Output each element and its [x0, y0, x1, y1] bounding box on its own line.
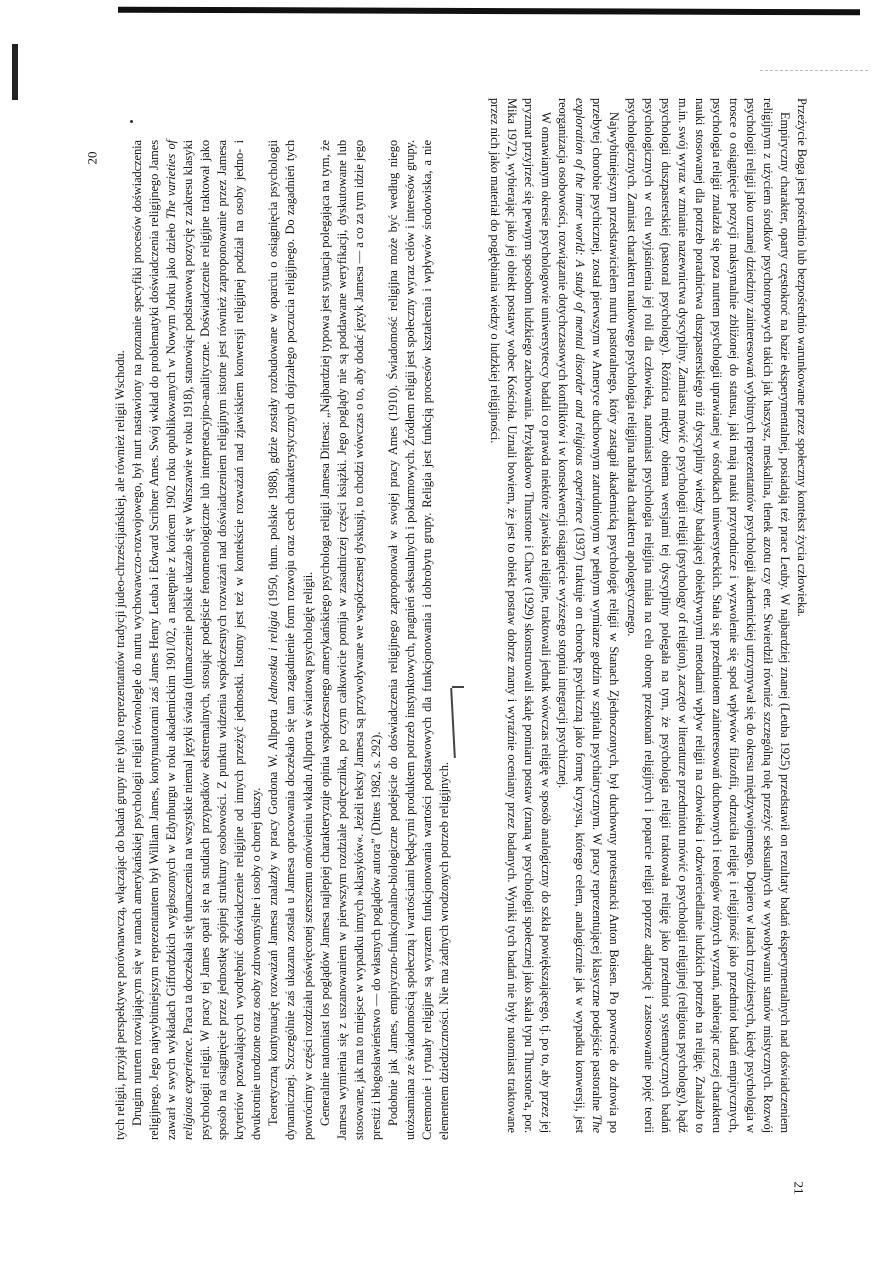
text-run: tych religii, przyjął perspektywę porównawczą, włączając do badań grupy nie tylko reprezentantów tradycji judeo-chrześcijańskiej, ale również religii Wschodu. [113, 350, 127, 1140]
paragraph [317, 140, 385, 1140]
paragraph [554, 98, 622, 1133]
text-run: Drugim nurtem rozwijającym się w ramach amerykańskiej psychologii religii równolegle do nurtu wychowawczo-rozwojowego, był nurt nastawiony na poznanie specyfiki procesów doświadczenia religijnego. Jego najwybitniejszym reprezentantem był William James, kontynuatorami zaś James Henry Leuba i Edward Scribner Ames. Swój wkład do problematyki doświadczenia religijnego James zawarł w swych wykładach Giffordzkich wygłoszonych w Edynburgu w roku akademickim 1901/02, a następnie z końcem 1902 roku opublikowanych w Nowym Jorku jako dzieło [130, 140, 179, 1140]
paragraph [129, 140, 265, 1140]
paragraph [486, 98, 554, 1133]
right-page-text [450, 98, 810, 1133]
italic-title: Jednostka i religia [266, 610, 281, 705]
italic-title: The exploration of the inner world: A study of mental disorder and religious experience [573, 98, 605, 1133]
text-run: . Praca ta doczekała się tłumaczenia na wszystkie niemal języki świata (tłumaczenie polskie ukazało się w Warszawie w roku 1918), stanowiąc podstawową pozycję z zakresu klasyki psychologii religii. W pracy tej James oparł się na studiach przypadków ekstremalnych, stosując podejście fenomenologiczne lub interpretacyjno-analityczne. Doświadczenie religijne traktował jako sposób na osiągnięcie przez jednostkę spójnej struktury osobowości. Z punktu widzenia współczesnych rozważań nad doświadczeniem religijnym istotne jest również zaproponowanie przez Jamesa kryteriów pozwalających wyodrębnić doświadczenie religijne od innych przeżyć jednostki. Istotny jest też w kontekście rozważań nad zjawiskiem konwersji religijnej podział na osoby jedno- i dwukrotnie urodzone oraz osoby zdrowomyślne i osoby o chorej duszy. [181, 140, 264, 1140]
text-run: Przeżycie Boga jest pośrednio lub bezpośrednio warunkowane przez społeczny kontekst życia człowieka. [795, 98, 809, 617]
text-run: Podobnie jak James, empiryczno-funkcjonalno-biologiczne podejście do doświadczenia religijnego zaproponował w swojej pracy Ames (1910). Świadomość religijna może być według niego utożsamiana ze świadomością społeczną i wartościami będącymi produktem potrzeb instynktowych, pragnień seksualnych i pokarmowych. Źródłem religii jest społeczny wyraz celów i interesów grupy. Ceremonie i rytuały religijne są wyrazem funkcjonowania wartości podstawowych dla funkcjonowania i dobrobytu grupy. Religia jest funkcją procesów kształcenia i wpływów środowiska, a nie elementem dziedziczności. Nie ma żadnych wrodzonych potrzeb religijnych. [385, 140, 451, 1140]
scan-edge-top [118, 7, 860, 16]
scan-edge-left [12, 44, 18, 100]
page-number-left: 20 [84, 151, 100, 165]
text-run: (1950, tłum. polskie 1988), gdzie zostały rozbudowane w oparciu o osiągnięcia psychologii dynamicznej. Szczególnie zaś ukazana została u Jamesa opracowania doczekało się tam zagadnienie form rozwoju oraz cech charakterystycznych dojrzałego poczucia religijnego. Do zagadnień tych powrócimy w części rozdziału poświęconej szerszemu omówieniu wkładu Allporta w światową psychologię religii. [266, 140, 315, 1140]
text-run: Teoretyczną kontynuację rozważań Jamesa znalazły w pracy Gordona W. Allporta [266, 704, 281, 1126]
text-run: (1937) traktuje on chorobę psychiczną jako formę kryzysu, którego celem, analogicznie jak w wypadku konwersji, jest reorganizacja osobowości, rozwiązanie dotychczasowych konfliktów i w konsekwencji osiągnięcie wyższego stopnia integracji psychicznej. [556, 98, 588, 1133]
paragraph [265, 140, 316, 1140]
page-number-right: 21 [791, 1181, 807, 1195]
text-run: Generalnie natomiast los poglądów Jamesa najlepiej charakteryzuje opinia współczesnego amerykańskiego psychologa religii Jamesa Dittesa: „Najbardziej typowa jest sytuacja polegająca na tym, że Jamesa wymienia się z uszanowaniem w pierwszym rozdziale podręcznika, po czym całkowicie pomija w zasadniczej części książki. Jego poglądy nie są poddawane weryfikacji, dyskutowane lub stosowane, jak ma to miejsce w wypadku innych »klasyków«. Jeżeli teksty Jamesa są przywoływane we współczesnej dyskusji, to chodzi wówczas o to, aby dodać język Jamesa — a co za tym idzie jego prestiż i błogosławieństwo — do własnych poglądów autora” (Dittes 1982, s. 292). [317, 140, 383, 1140]
text-run: Empiryczny charakter, oparty częstokroć na bazie eksperymentalnej, posiadają też prace Leuby. W najbardziej znanej (Leuba 1925) przedstawił on rezultaty badań eksperymentalnych nad doświadczeniem religijnym z użyciem środków psychotropowych takich jak haszysz, meskalina, tlenek azotu czy eter. Stwierdził również szczególną rolę przeżyć seksualnych w wywoływaniu stanów mistycznych. Rozwój psychologii religii jako uznanej dziedziny zainteresowań wybitnych reprezentantów psychologii akademickiej utrzymywał się do okresu międzywojennego. Dopiero w latach trzydziestych, kiedy psychologia w trosce o osiągnięcie pozycji maksymalnie zbliżonej do statusu, jaki mają nauki przyrodnicze i wyzwolenie się spod wpływów filozofii, odrzuciła religię i religijność jako przedmiot badań empirycznych, psychologia religii znalazła się poza nurtem psychologii uprawianej w ośrodkach uniwersyteckich. Stała się przedmiotem zainteresowań duchownych i teologów różnych wyznań, nabierając raczej charakteru nauki stosowanej dla potrzeb poradnictwa duszpasterskiego niż dyscypliny wiedzy badającej obiektywnymi metodami wpływ religii na człowieka i odzwierciedlanie ludzkich potrzeb na religię. Znalazło to m.in. swój wyraz w zmianie nazewnictwa dyscypliny. Zamiast mówić o psychologii religii (psychology of religion), zaczęto w literaturze przedmiotu mówić o psychologii religijnej (religious psychology), bądź psychologii duszpasterskiej (pastoral psychology). Różnica między obiema wersjami tej dyscypliny polegała na tym, że psychologia religii traktowała religię jako przedmiot systematycznych badań psychologicznych w celu wyjaśnienia jej roli dla człowieka, natomiast psychologia religijna miała na celu obronę przekonań religijnych i poparcie religii poprzez adaptację i zastosowanie pojęć teorii psychologicznych. Zamiast charakteru naukowego psychologia religijna nabrała charakteru apologetycznego. [624, 98, 792, 1133]
scan-speck [130, 120, 133, 123]
italic-title: The varieties of religious experience [164, 140, 196, 1140]
scan-smudge [760, 70, 868, 95]
paragraph [793, 98, 810, 1133]
paragraph [385, 140, 453, 1140]
paragraph [112, 140, 129, 1140]
left-page-text [112, 140, 451, 1140]
text-run: W omawianym okresie psychologowie uniwersyteccy badali co prawda niektóre zjawiska religijne, traktowali jednak wówczas religię w sposób analogiczny do szkła powiększającego, tj. po to, aby przez jej pryzmat przyjrzeć się pewnym sposobom ludzkiego zachowania. Przykładowo Thurstone i Chave (1929) skonstruowali skalę pomiaru postaw (znaną w psychologii społecznej jako skala typu Thurstone'a, por. Mika 1972), wybierając jako jej obiekt postawy wobec Kościoła. Uznali bowiem, że jest to obiekt postaw dobrze znany i wyraźnie oceniany przez badanych. Wyniki tych badań nie były natomiast traktowane przez nich jako materiał do pogłębiania wiedzy o ludzkiej religijności. [488, 98, 554, 1133]
paragraph [622, 98, 792, 1133]
text-run: Najwybitniejszym przedstawicielem nurtu pastoralnego, który zastąpił akademicką psychologię religii w Stanach Zjednoczonych, był duchowny protestancki Anton Boisen. Po powrocie do zdrowia po przebytej chorobie psychicznej, został pierwszym w Ameryce duchownym zatrudnionym w pełnym wymiarze godzin w szpitalu psychiatrycznym. W pracy reprezentującej klasyczne podejście pastoralne [590, 98, 622, 1133]
